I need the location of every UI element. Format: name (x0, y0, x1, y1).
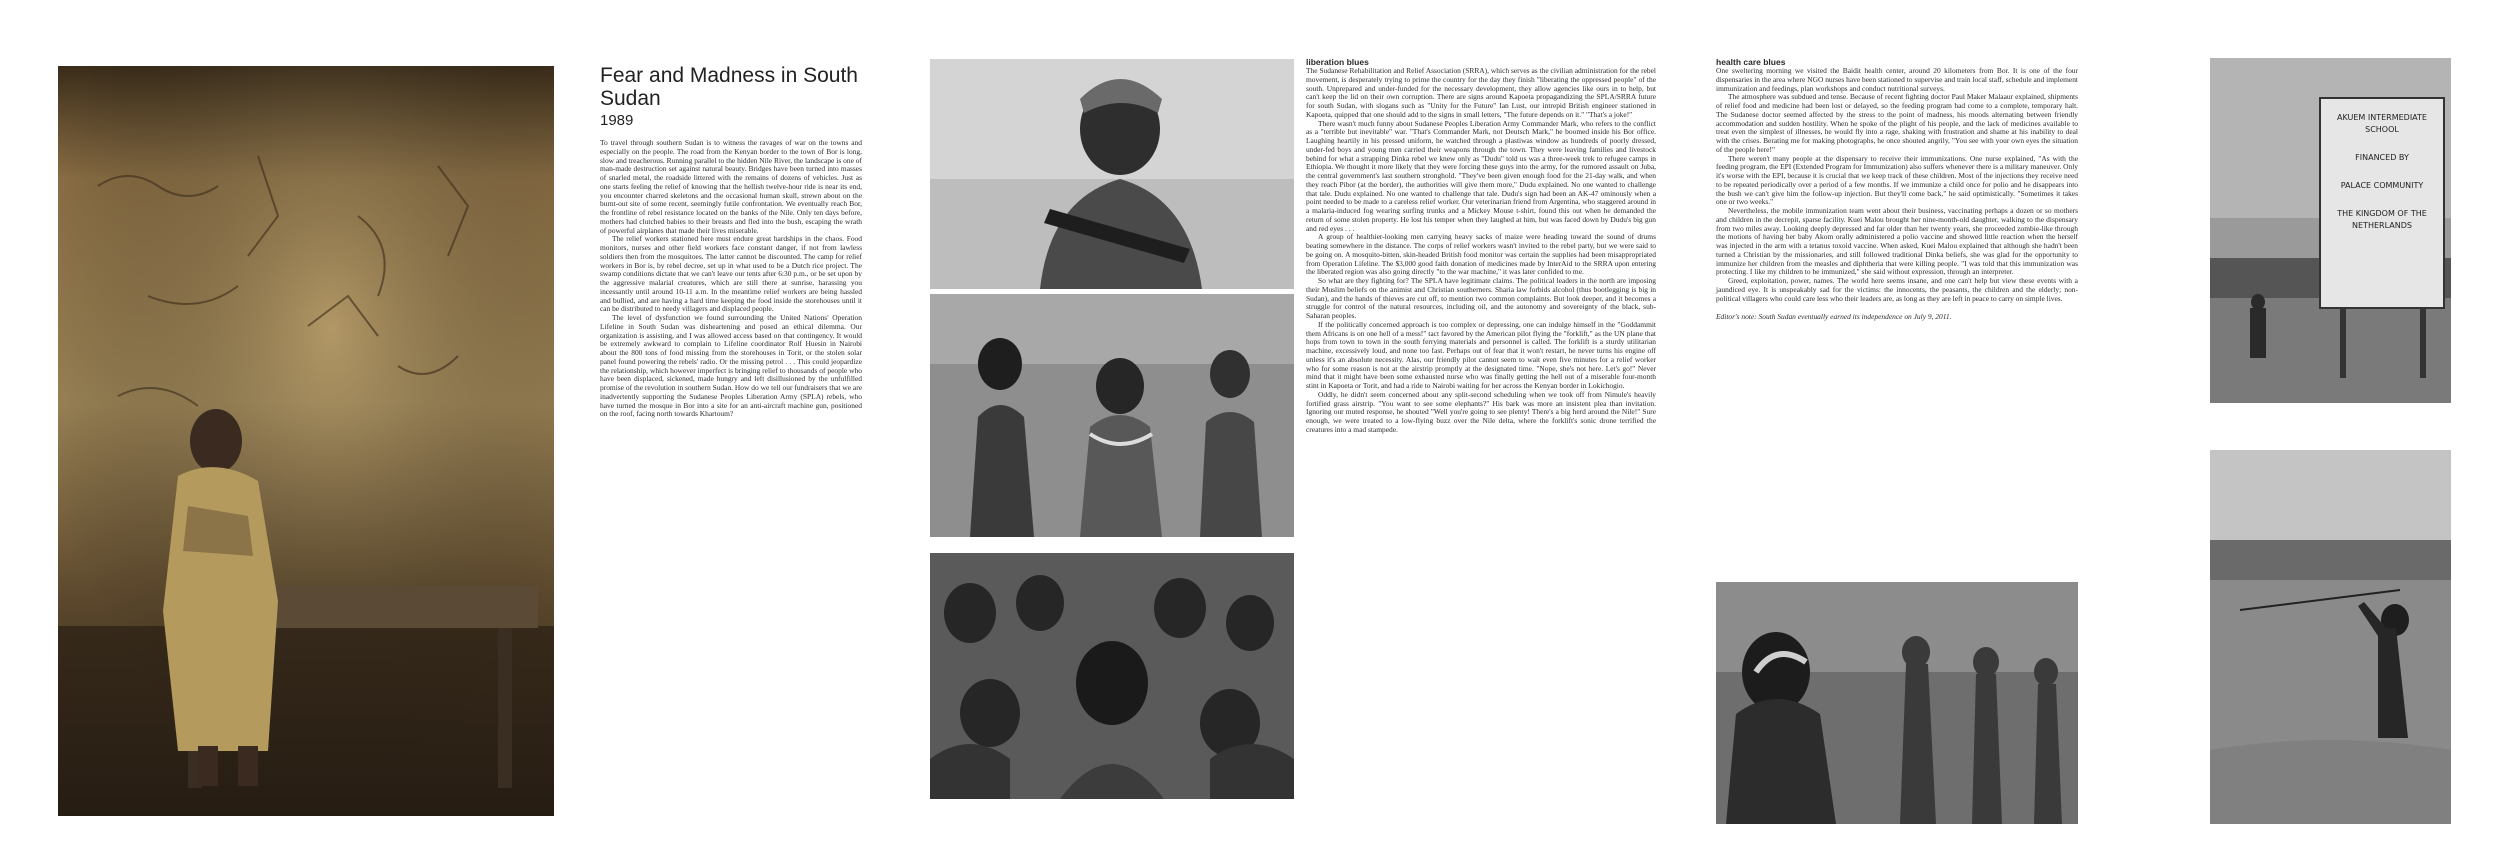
photo-man-covering-face (1716, 582, 2078, 824)
section-heading: health care blues (1716, 57, 1786, 67)
article-column-3 (1716, 58, 2078, 322)
paragraph: There wasn't much funny about Sudanese Peoples Liberation Army Commander Mark, who refers to the conflict as a "terrible but inevitable" war. "That's Commander Mark, not Deutsch Mark," he boomed inside his Bor office. Laughing heartily in his pressed uniform, he watched through a plastiwas window as hundreds of poorly dressed, under-fed boys and young men carried their weapons through the town. They were leaving families and livestock behind for what a strapping Dinka rebel we knew only as "Dudu" told us was a three-week trek to refugee camps in Ethiopia. We thought it more likely that they were forcing these guys into the army, for the rumored assault on Juba, the central government's last southern stronghold. "They've been given enough food for the 21-day walk, and when they reach Pibor (at the border), the authorities will give them more," Dudu explained. No one wanted to challenge that tale. Dudu explained. No one wanted to challenge that tale. Dudu's sign had been an AK-47 ominously when a point needed to be made to a careless relief worker. Our veterinarian friend from Argentina, who staggered around in a malaria-induced fog wearing surfing trunks and a Mickey Mouse t-shirt, found this out when he demanded the return of some stolen property. He lost his temper when they laughed at him, but was faced down by Dudu's big gun and red eyes . . . (1306, 118, 1656, 233)
paragraph: Nevertheless, the mobile immunization team went about their business, vaccinating perhaps a dozen or so mothers and children in the decrepit, sparse facility. Kuei Malou brought her nine-month-old daughter, walking to the dispensary from two miles away. Looking deeply depressed and far older than her twenty years, she proceeded zombie-like through the motions of having her baby Akom orally administered a polio vaccine and showed little reaction when the herself was injected in the arm with a tetanus toxoid vaccine. When asked, Kuei Malou explained that although she hadn't been turned a Christian by the missionaries, and still followed traditional Dinka beliefs, she was glad for the opportunity to immunize her children from the measles and diphtheria that were killing people. "I was told that this immunization was protecting. I like my children to be immunized," she said without expression, through an interpreter. (1716, 206, 2078, 277)
paragraph: The Sudanese Rehabilitation and Relief Association (SRRA), which serves as the civilian administration for the rebel movement, is desperately trying to prime the country for the day they finish "liberating the oppressed people" of the south. Unprepared and under-funded for the necessary development, they allow agencies like ours in to help, but can't keep the lid on their own corruption. There are signs around Kapoeta propagandizing the SPLA/SRRA future for south Sudan, with slogans such as "Unity for the Future" Ian Lust, our intrepid British engineer stationed in Kapoeta, quipped that one should add to the signs in small letters, "The future depends on it." "That's a joke!" (1306, 66, 1656, 119)
sign-line: SCHOOL (2365, 125, 2399, 134)
article-year: 1989 (600, 112, 634, 129)
paragraph: To travel through southern Sudan is to witness the ravages of war on the towns and especially on the people. The road from the Kenyan border to the town of Bor is long, slow and treacherous. Running parallel to the hidden Nile River, the landscape is one of man-made destruction set against natural beauty. Bridges have been turned into masses of snarled metal, the roadside littered with the remains of dozens of vehicles. Just as one starts feeling the relief of knowing that the hellish twelve-hour ride is near its end, you encounter charred skeletons and the occasional human skull, strewn about on the burnt-out site of some recent, seemingly futile confrontation. We eventually reach Bor, the frontline of rebel resistance located on the banks of the Nile. Only ten days before, mothers had clutched babies to their breasts and fled into the bush, escaping the wrath of powerful airplanes that made their lives miserable. (600, 138, 862, 235)
photo-boy-river (2210, 450, 2451, 824)
article-column-1 (600, 139, 862, 419)
paragraph: The level of dysfunction we found surrounding the United Nations' Operation Lifeline in South Sudan was disheartening and posed an ethical dilemma. Our organization is assisting, and I was allowed access based on that contingency. It would be extremely awkward to complain to Lifeline coordinator Rolf Huesin in Nairobi about the 800 tons of food missing from the storehouses in Torit, or the stolen solar panel found powering the rebels' radio. Or the missing petrol . . . This could jeopardize the relationship, which however imperfect is bringing relief to thousands of people who have been displaced, sickened, made hungry and left disillusioned by the unfulfilled promise of the revolution in southern Sudan. How do we tell our fundraisers that we are inadvertently supporting the Sudanese Peoples Liberation Army (SPLA) rebels, who have turned the mosque in Bor into a site for an anti-aircraft machine gun, positioned on the roof, facing north towards Khartoum? (600, 313, 862, 419)
paragraph: One sweltering morning we visited the Baidit health center, around 20 kilometers from Bor. It is one of the four dispensaries in the area where NGO nurses have been stationed to supervise and train local staff, schedule and implement immunization and feedings, plan workshops and conduct nutritional surveys. (1716, 66, 2078, 93)
editors-note-label: Editor's note: (1716, 312, 1757, 322)
photo-woman-mural (58, 66, 554, 816)
paragraph: Oddly, he didn't seem concerned about any split-second scheduling when we took off from Nimule's heavily fortified grass airstrip. "You want to see some elephants?" His bark was more an insistent plea than invitation. Ignoring our muted response, he shouted "Well you're going to see plenty! There's a big herd around the Nile!" Sure enough, we were treated to a low-flying buzz over the Nile delta, where the forklift's sonic drone terrified the creatures into a mad stampede. (1306, 389, 1656, 434)
sign-line: THE KINGDOM OF THE (2337, 209, 2427, 218)
paragraph: So what are they fighting for? The SPLA have legitimate claims. The political leaders in the north are imposing their Muslim beliefs on the animist and Christian southerners. Sharia law forbids alcohol (thus bootlegging is big in Sudan), and the hands of thieves are cut off, to mention two common complaints. But look deeper, and it becomes a struggle for control of the natural resources, including oil, and the autonomy and sovereignty of the black, sub-Saharan peoples. (1306, 276, 1656, 320)
paragraph: There weren't many people at the dispensary to receive their immunizations. One nurse explained, "As with the feeding program, the EPI (Extended Program for Immunization) also suffers whenever there is a military maneuver. Only it's worse with the EPI, because it is crucial that we keep track of these children. Most of the injections they receive need to be repeated periodically over a period of a few months. If we immunize a child once for polio and he disappears into the bush we can't give him the follow-up injection. But they'll come back," he said optimistically. "Sometimes it takes one or two weeks." (1716, 153, 2078, 207)
editors-note (1716, 313, 2078, 322)
photo-school-sign (2210, 58, 2451, 403)
article-title: Fear and Madness in South Sudan (600, 64, 858, 110)
paragraph: The relief workers stationed here must endure great hardships in the chaos. Food monitors, nurses and other field workers face constant danger, if not from lawless soldiers then from the mosquitoes. The latter cannot be discounted. The camp for relief workers in Bor is, by rebel decree, set up in what used to be a Dutch rice project. The swamp conditions dictate that we can't leave our tents after 6:30 p.m., or be set upon by the aggressive malarial creatures, which are still there at sunrise, harassing you incessantly until around 10-11 a.m. In the meantime relief workers are being hassled and bullied, and are having a hard time keeping the food inside the storehouses until it can be distributed to needy villagers and displaced people. (600, 234, 862, 314)
sign-line: NETHERLANDS (2352, 221, 2412, 230)
photo-women-group (930, 294, 1294, 537)
article-column-2 (1306, 58, 1656, 435)
sign-line: PALACE COMMUNITY (2340, 181, 2424, 190)
paragraph: The atmosphere was subdued and tense. Because of recent fighting doctor Paul Maker Malaaur explained, shipments of relief food and medicine had been lost or delayed, so the feeding program had come to a complete, temporary halt. The Sudanese doctor seemed affected by the stress to the point of madness, his moods alternating between friendly accommodation and sudden hostility. When he spoke of the plight of his people, and the lack of medicines available to treat even the simplest of illnesses, he would fly into a rage, shaking with frustration and shame at his inability to deal with the crises. Berating me for making photographs, he once shouted angrily, "You see with your own eyes the situation of the people here!" (1716, 92, 2078, 154)
photo-boys-crowd (930, 553, 1294, 799)
editors-note-text: South Sudan eventually earned its independence on July 9, 2011. (1758, 312, 1952, 322)
paragraph: Greed, exploitation, power, names. The world here seems insane, and one can't help but view these events with a jaundiced eye. It is unspeakably sad for the victims: the innocents, the peasants, the children and the elderly; non-political villagers who could care less who their leaders are, as long as they are left in peace to carry on simple lives. (1716, 276, 2078, 303)
sign-line: FINANCED BY (2355, 153, 2409, 162)
section-heading: liberation blues (1306, 57, 1369, 67)
paragraph: If the politically concerned approach is too complex or depressing, one can indulge himself in the "Goddammit them Africans is on one hell of a mess!" tact favored by the American pilot flying the "forklift," as the UN plane that hops from town to town in the south ferrying materials and personnel is called. The forklift is a sturdy utilitarian machine, excessively loud, and none too fast. Perhaps out of fear that it won't restart, he never turns his engine off unless it's an absolute necessity. Alas, our friendly pilot cannot seem to wait even five minutes for a relief worker who for some reason is not at the airstrip promptly at the designated time. "Nope, she's not here. Let's go!" Never mind that it might have been some exhausted nurse who was finally getting the hell out of a miserable four-month stint in Kapoeta or Torit, and had a ride to Nairobi waiting for her across the Kenyan border in Lokichogio. (1306, 319, 1656, 390)
paragraph: A group of healthier-looking men carrying heavy sacks of maize were heading toward the sound of drums beating somewhere in the distance. The corps of relief workers wasn't invited to the rebel party, but we were said to be going on. A mosquito-bitten, skin-headed British food monitor was certain the supplies had been misappropriated from Operation Lifeline. The $3,000 good faith donation of medicines made by InterAid to the SRRA upon entering the liberated region was also going directly "to the war machine," it was later confided to me. (1306, 232, 1656, 277)
photo-soldier-portrait (930, 59, 1294, 289)
sign-line: AKUEM INTERMEDIATE (2337, 113, 2427, 122)
